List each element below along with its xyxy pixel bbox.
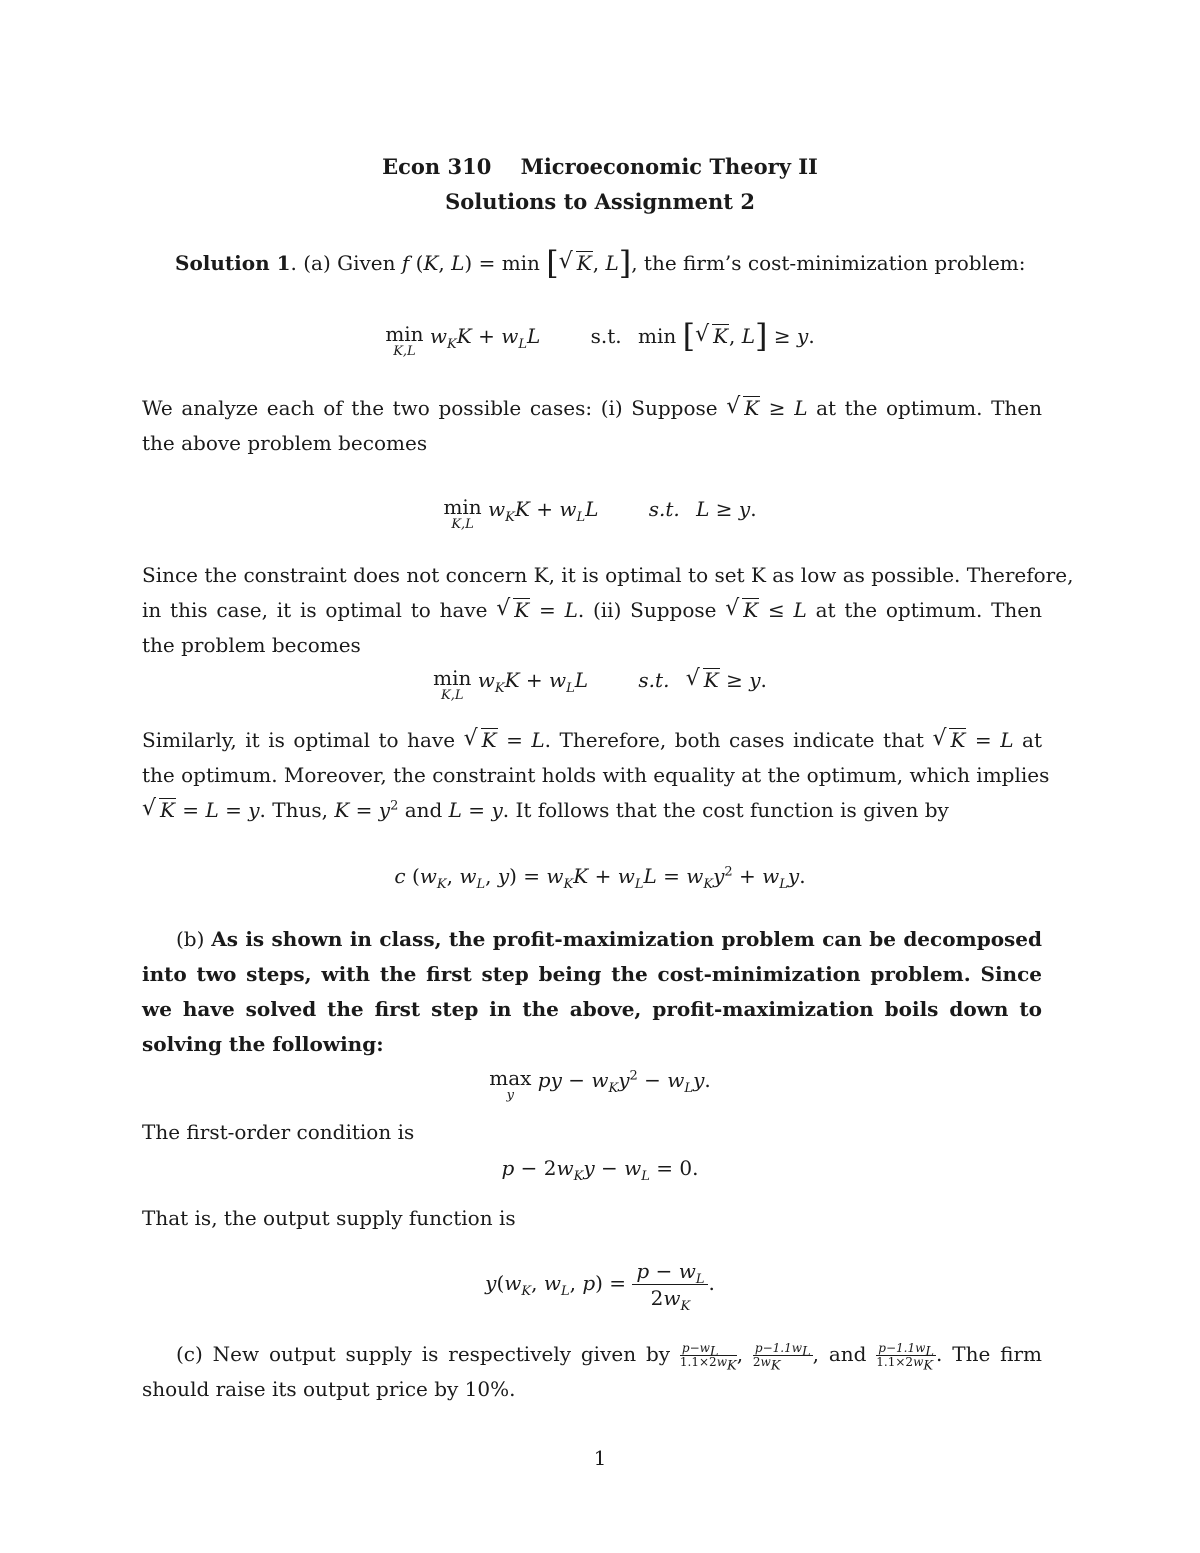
assignment-title-text: Solutions to Assignment 2	[445, 189, 755, 214]
part-b-text-3: we have solved the first step in the above, profit-maximization boils down to	[142, 997, 1042, 1021]
para-3-line-1: Similarly, it is optimal to have √ K = L. Therefore, both cases indicate that √ K = L at	[142, 726, 1043, 752]
para-2-text-a: Since the constraint does not concern K, it is optimal to set K as low as possible. Therefore,	[142, 563, 1074, 587]
part-c-line-2	[142, 1375, 1042, 1403]
part-c-line-1: (c) New output supply is respectively given by $\frac{p-w_L}{1.1\times 2w_K}$ , $\frac{p-1.1w_L}{2w_K}$ , and $\frac{p-1.1w_L}{1.1\times 2w_K}$ . The firm	[176, 1341, 1043, 1374]
part-b-text-2: into two steps, with the first step being the cost-minimization problem. Since	[142, 962, 1042, 986]
course-title	[0, 153, 1200, 181]
part-b-line-4	[142, 1030, 1042, 1058]
para-3-text-d: the optimum. Moreover, the constraint holds with equality at the optimum, which implies	[142, 763, 1050, 787]
part-b-line-2	[142, 960, 1042, 988]
part-b-text-1: As is shown in class, the profit-maximization problem can be decomposed	[211, 927, 1043, 951]
equation-supply: $y(w_K$, $w_L$, p) = $\frac{p - w_L}{2w_K}$ .	[485, 1259, 715, 1314]
para-2-text-b: in this case, it is optimal to have	[142, 598, 488, 622]
st-label-1: s.t.	[590, 324, 622, 348]
para-3-text-f: and	[404, 798, 443, 822]
foc-intro-text: The first-order condition is	[142, 1120, 415, 1144]
cost-min-intro: , the firm’s cost-minimization problem:	[631, 251, 1026, 275]
st-label-2: s.t.	[648, 497, 680, 521]
equation-foc: $p - 2w_Ky - w_L = 0$.	[501, 1156, 699, 1184]
para-2-text-d: at the optimum. Then	[815, 598, 1043, 622]
para-3-text-a: Similarly, it is optimal to have	[142, 728, 456, 752]
equation-cost-function: c ($w_K$, $w_L$, $y) = w_KK + w_LL = w_Ky^2 + w_Ly$.	[394, 864, 806, 892]
part-c-text-a: (c) New output supply is respectively given by	[176, 1342, 671, 1366]
page-number-text: 1	[593, 1446, 607, 1470]
part-c-text-b: , and	[812, 1342, 867, 1366]
part-a-given: (a) Given	[303, 251, 396, 275]
equation-profit-max: max y py − $w_Ky^2 - w_Ly$.	[489, 1066, 711, 1103]
para-3-text-e: . Thus,	[259, 798, 328, 822]
equation-cost-min: min K,L $w_KK + w_LL$ s.t. min [ √ K, L] ≥ y.	[385, 317, 815, 359]
page-number	[0, 1444, 1200, 1472]
para-3-text-g: . It follows that the cost function is given by	[502, 798, 949, 822]
part-c-text-c: . The firm	[936, 1342, 1043, 1366]
para-1-text-a: We analyze each of the two possible cases: (i) Suppose	[142, 396, 718, 420]
part-b-text-4: solving the following:	[142, 1032, 384, 1056]
para-1-line-1: We analyze each of the two possible cases: (i) Suppose √ K ≥ L at the optimum. Then	[142, 394, 1043, 420]
equation-case-2: min K,L $w_KK + w_LL$ s.t. √ K ≥ y.	[433, 666, 767, 703]
supply-intro	[142, 1204, 1042, 1232]
assignment-title	[0, 188, 1200, 216]
para-3-text-b: . Therefore, both cases indicate that	[544, 728, 924, 752]
para-2-text-e: the problem becomes	[142, 633, 361, 657]
solution-label: Solution 1	[175, 251, 291, 275]
para-2-line-3	[142, 631, 1042, 659]
part-b-label: (b)	[176, 927, 205, 951]
para-2-line-1	[142, 561, 1074, 589]
foc-intro	[142, 1118, 1042, 1146]
para-2-line-2: in this case, it is optimal to have √ K = L. (ii) Suppose √ K ≤ L at the optimum. Then	[142, 596, 1043, 622]
para-3-line-2	[142, 761, 1050, 789]
st-label-3: s.t.	[638, 668, 670, 692]
solution-1-heading: Solution 1. (a) Given f (K, L) = min [ √ K, L], the firm’s cost-minimization problem:	[175, 244, 1026, 282]
para-1-text-c: the above problem becomes	[142, 431, 428, 455]
para-2-text-c: . (ii) Suppose	[577, 598, 717, 622]
part-b-line-1	[142, 925, 1042, 953]
supply-intro-text: That is, the output supply function is	[142, 1206, 516, 1230]
para-1-line-2	[142, 429, 1042, 457]
course-title-text: Econ 310 Microeconomic Theory II	[382, 154, 818, 179]
para-3-text-c: at	[1022, 728, 1043, 752]
part-b-line-3	[142, 995, 1042, 1023]
para-3-line-3: √ K = L = y. Thus, $K = y^2$ and L = y. It follows that the cost function is given by	[142, 796, 949, 822]
equation-case-1: min K,L $w_KK + w_LL$ s.t. L ≥ y.	[443, 495, 757, 532]
part-c-text-d: should raise its output price by 10%.	[142, 1377, 516, 1401]
para-1-text-b: at the optimum. Then	[816, 396, 1043, 420]
